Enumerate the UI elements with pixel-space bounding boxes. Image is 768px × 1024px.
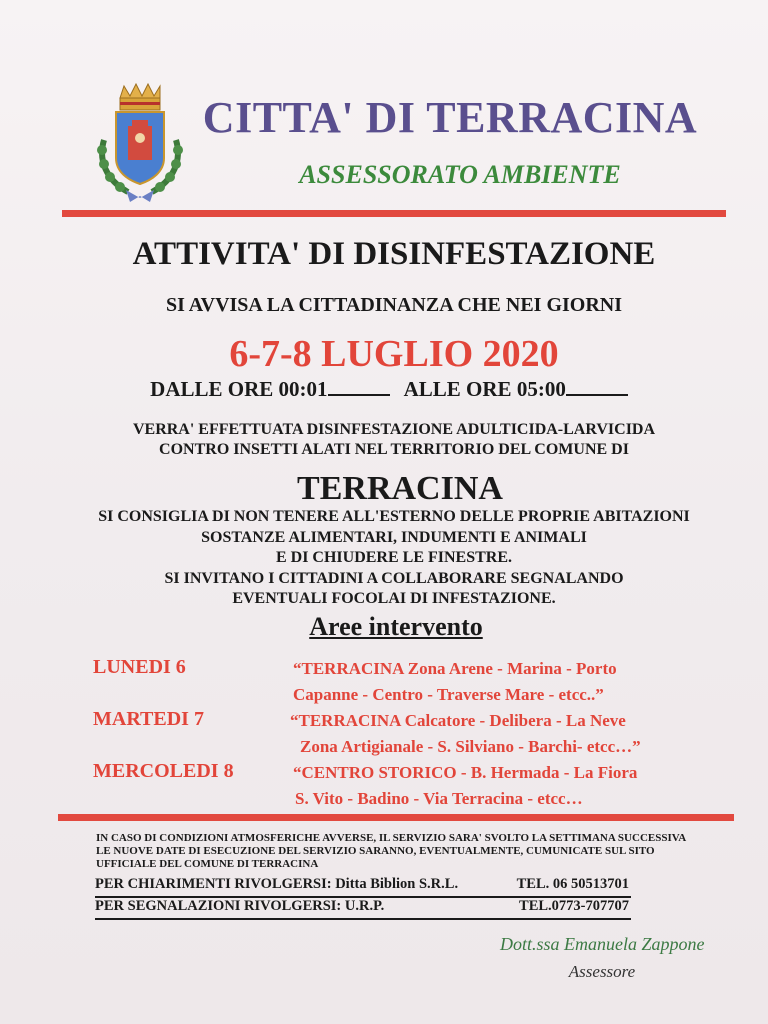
body-line: VERRA' EFFETTUATA DISINFESTAZIONE ADULTICIDA-LARVICIDA (132, 421, 656, 438)
body-line: E DI CHIUDERE LE FINESTRE. (275, 549, 513, 566)
zone-line: Zona Artigianale - S. Silviano - Barchi- etcc…” (300, 737, 641, 756)
hours-to-label: ALLE ORE (403, 377, 512, 401)
contact-report-phone: TEL.0773-707707 (519, 898, 629, 914)
notice-body-2 (60, 507, 728, 610)
contact-report-line (95, 898, 631, 920)
day-label-tuesday: MARTEDI 7 (93, 708, 204, 730)
notice-body-1 (60, 420, 728, 460)
contact-info-label: PER CHIARIMENTI RIVOLGERSI: Ditta Biblion S.R.L. (95, 876, 459, 892)
contact-info-phone: TEL. 06 50513701 (516, 876, 629, 892)
hours-to-blank (566, 394, 628, 396)
signature-role: Assessore (568, 962, 636, 981)
hours-from-label: DALLE ORE (150, 377, 274, 401)
body-line: CONTRO INSETTI ALATI NEL TERRITORIO DEL COMUNE DI (159, 441, 629, 458)
day-label-monday: LUNEDI 6 (93, 656, 186, 678)
hours-from: 00:01 (278, 377, 328, 401)
contact-info-line (95, 876, 631, 898)
signature-name: Dott.ssa Emanuela Zappone (500, 934, 705, 954)
zone-list-wednesday (293, 760, 637, 812)
weather-note (96, 832, 716, 871)
zone-line: “TERRACINA Zona Arene - Marina - Porto (293, 659, 617, 678)
notice-dates: 6-7-8 LUGLIO 2020 (229, 333, 559, 375)
contact-report-label: PER SEGNALAZIONI RIVOLGERSI: U.R.P. (95, 898, 385, 914)
hours-to: 05:00 (516, 377, 566, 401)
terracina-coat-of-arms-icon (88, 80, 192, 208)
note-line: IN CASO DI CONDIZIONI ATMOSFERICHE AVVERSE, IL SERVIZIO SARA' SVOLTO LA SETTIMANA SUCCESSIVA (96, 832, 687, 844)
zone-list-tuesday (290, 708, 641, 760)
areas-title: Aree intervento (309, 612, 483, 641)
notice-intro: SI AVVISA LA CITTADINANZA CHE NEI GIORNI (165, 294, 623, 316)
hours-from-blank (328, 394, 390, 396)
note-line: UFFICIALE DEL COMUNE DI TERRACINA (96, 858, 319, 870)
body-line: EVENTUALI FOCOLAI DI INFESTAZIONE. (232, 590, 556, 607)
zone-line: “CENTRO STORICO - B. Hermada - La Fiora (293, 763, 638, 782)
zone-line: S. Vito - Badino - Via Terracina - etcc… (295, 789, 583, 808)
zone-list-monday (293, 656, 617, 708)
notice-hours (60, 377, 728, 402)
body-line: SI INVITANO I CITTADINI A COLLABORARE SEGNALANDO (164, 569, 624, 587)
note-line: LE NUOVE DATE DI ESECUZIONE DEL SERVIZIO SARANNO, EVENTUALMENTE, CUMUNICATE SUL SITO (96, 845, 655, 857)
page-title: CITTA' DI TERRACINA (202, 93, 698, 142)
red-divider-top (62, 210, 726, 217)
red-divider-bottom (58, 814, 734, 821)
body-line: SI CONSIGLIA DI NON TENERE ALL'ESTERNO DELLE PROPRIE ABITAZIONI (98, 508, 690, 525)
department-subtitle: ASSESSORATO AMBIENTE (299, 160, 621, 189)
notice-heading: ATTIVITA' DI DISINFESTAZIONE (132, 236, 656, 272)
zone-line: “TERRACINA Calcatore - Delibera - La Neve (290, 711, 626, 730)
body-line: SOSTANZE ALIMENTARI, INDUMENTI E ANIMALI (201, 528, 587, 546)
zone-line: Capanne - Centro - Traverse Mare - etcc..” (293, 685, 604, 704)
day-label-wednesday: MERCOLEDI 8 (93, 760, 234, 782)
city-name: TERRACINA (297, 470, 503, 507)
